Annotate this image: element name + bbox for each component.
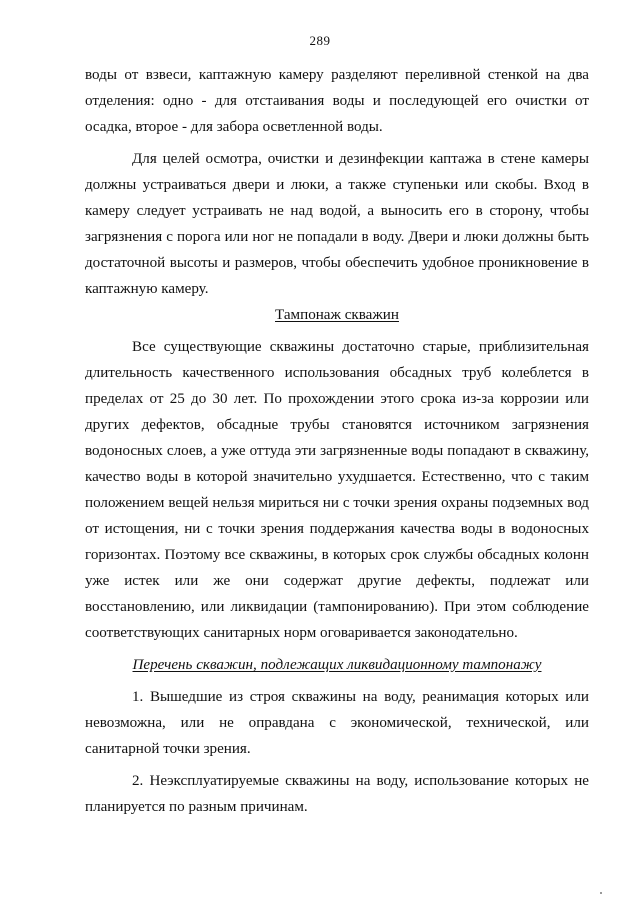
section-heading-tamponage: Тампонаж скважин	[275, 307, 399, 323]
section-heading-well-list: Перечень скважин, подлежащих ликвидационному тампонажу	[132, 657, 542, 673]
list-item-1: 1. Вышедшие из строя скважины на воду, реанимация которых или невозможна, или не оправдана с экономической, технической, или санитарной точки зрения.	[85, 689, 589, 757]
page-number: 289	[309, 33, 331, 48]
paragraph-2: Для целей осмотра, очистки и дезинфекции каптажа в стене камеры должны устраиваться двери и люки, а также ступеньки или скобы. Вход в камеру следует устраивать не над водой, а выносить его в сторону, чтобы загрязнения с порога или ног не попадали в воду. Двери и люки должны быть достаточной высоты и размеров, чтобы обеспечить удобное проникновение в каптажную камеру.	[85, 151, 589, 297]
paragraph-1: воды от взвеси, каптажную камеру разделяют переливной стенкой на два отделения: одно - для отстаивания воды и последующей его очистки от осадка, второе - для забора осветленной воды.	[85, 67, 589, 135]
paragraph-3: Все существующие скважины достаточно старые, приблизительная длительность качественного использования обсадных труб колеблется в пределах от 25 до 30 лет. По прохождении этого срока из-за коррозии или других дефектов, обсадные трубы становятся источником загрязнения водоносных слоев, а уже оттуда эти загрязненные воды попадают в скважину, качество воды в которой значительно ухудшается. Естественно, что с таким положением вещей нельзя мириться ни с точки зрения охраны подземных вод от истощения, ни с точки зрения поддержания качества воды в водоносных горизонтах. Поэтому все скважины, в которых срок службы обсадных колонн уже истек или же они содержат другие дефекты, подлежат или восстановлению, или ликвидации (тампонированию). При этом соблюдение соответствующих санитарных норм оговаривается законодательно.	[85, 339, 589, 641]
scan-speck	[600, 892, 602, 894]
list-item-2: 2. Неэксплуатируемые скважины на воду, использование которых не планируется по разным причинам.	[85, 773, 589, 815]
document-body	[85, 62, 589, 820]
